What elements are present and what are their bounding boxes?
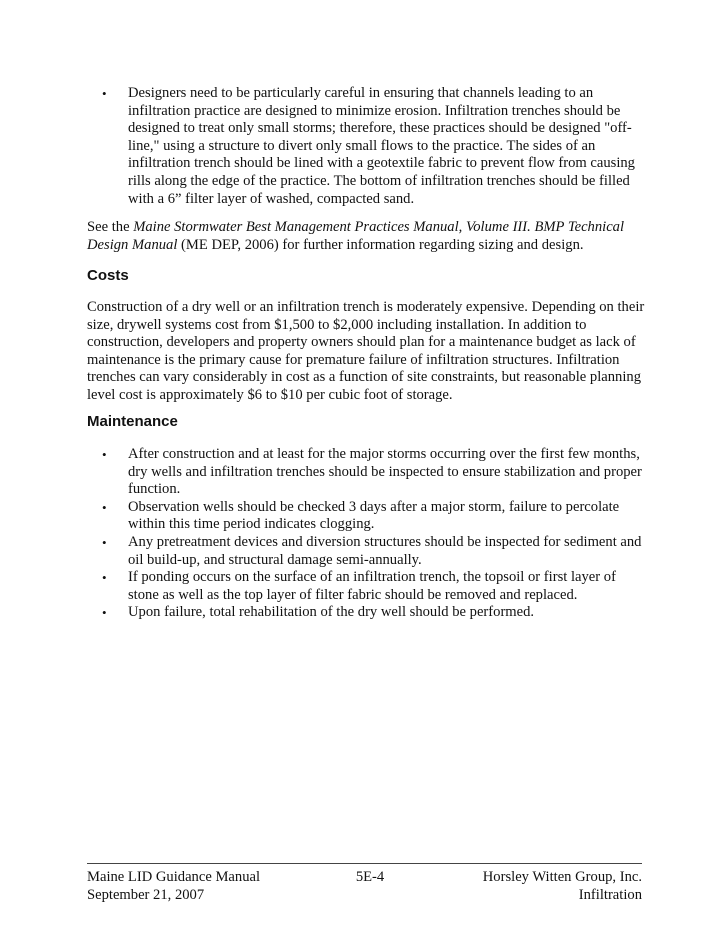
maintenance-heading: Maintenance: [87, 413, 178, 430]
maintenance-item-text: Any pretreatment devices and diversion structures should be inspected for sediment and oil build-up, and structural damage semi-annually.: [128, 533, 642, 568]
costs-paragraph: Construction of a dry well or an infiltration trench is moderately expensive. Depending on their size, drywell systems cost from $1,500 to $2,000 including installation. In addition to construction, developers and property owners should plan for a maintenance budget as lack of maintenance is the primary cause for premature failure of infiltration structures. Infiltration trenches can vary considerably in cost as a function of site constraints, but reasonable planning level cost is approximately $6 to $10 per cubic foot of storage.: [87, 299, 645, 403]
list-item: [102, 533, 648, 569]
maintenance-item-text: After construction and at least for the major storms occurring over the first few months, dry wells and infiltration trenches should be inspected to ensure stabilization and proper function.: [128, 446, 642, 498]
footer-page-number: 5E-4: [355, 869, 385, 885]
reference-prefix: See the: [87, 219, 134, 235]
list-item: [102, 498, 648, 534]
bullet-icon: •: [102, 534, 107, 550]
footer-organization: Horsley Witten Group, Inc.: [482, 869, 642, 885]
footer-left: [87, 868, 260, 904]
footer-section: Infiltration: [578, 887, 642, 903]
list-item: [102, 604, 648, 622]
maintenance-item-text: Observation wells should be checked 3 days after a major storm, failure to percolate within this time period indicates clogging.: [128, 498, 620, 533]
bullet-icon: •: [102, 86, 107, 101]
list-item: [102, 446, 648, 499]
reference-paragraph: [87, 219, 647, 254]
reference-title: Maine Stormwater Best Management Practices Manual, Volume III. BMP Technical Design Manual: [87, 219, 625, 253]
maintenance-item-text: Upon failure, total rehabilitation of the dry well should be performed.: [128, 604, 535, 621]
bullet-icon: •: [102, 447, 107, 462]
list-item: [102, 85, 648, 208]
bullet-icon: •: [102, 499, 107, 515]
bullet-icon: •: [102, 570, 107, 586]
intro-bullet-list: [102, 85, 648, 208]
intro-bullet-text: Designers need to be particularly careful in ensuring that channels leading to an infiltration practice are designed to minimize erosion. Infiltration trenches should be designed to treat only small storms; therefore, these practices should be designed "off-line," using a structure to divert only small flows to the practice. The sides of an infiltration trench should be lined with a geotextile fabric to prevent flow from causing rills along the edge of the practice. The bottom of infiltration trenches should be filled with a 6” filter layer of washed, compacted sand.: [128, 85, 635, 207]
footer-divider: [87, 863, 642, 864]
maintenance-item-text: If ponding occurs on the surface of an infiltration trench, the topsoil or first layer of stone as well as the top layer of filter fabric should be removed and replaced.: [128, 569, 616, 603]
reference-suffix: (ME DEP, 2006) for further information regarding sizing and design.: [177, 236, 584, 253]
maintenance-list: [102, 446, 648, 622]
footer-manual-title: Maine LID Guidance Manual: [87, 869, 261, 885]
bullet-icon: •: [102, 605, 107, 621]
list-item: [102, 569, 648, 604]
footer-date: September 21, 2007: [87, 887, 205, 903]
costs-heading: Costs: [87, 267, 129, 284]
footer-right: [483, 868, 642, 904]
